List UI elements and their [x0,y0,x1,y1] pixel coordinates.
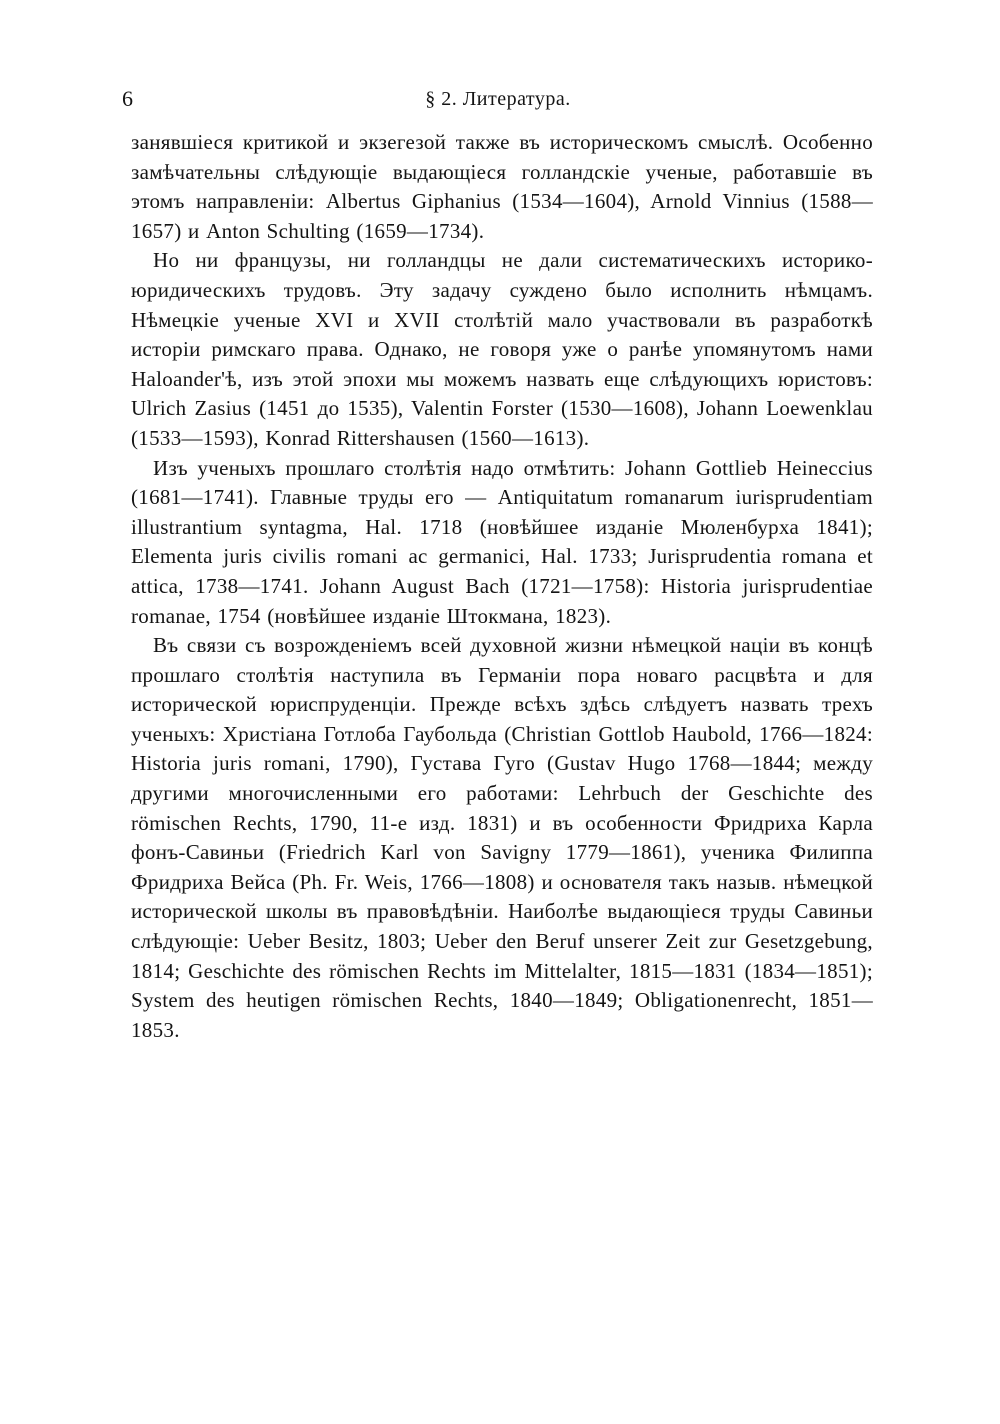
page-number: 6 [122,86,133,111]
paragraph-continued: занявшіеся критикой и экзегезой также въ историческомъ смыслѣ. Особенно замѣчательны слѣдующіе выдающіеся голландскіе ученые, работавшіе въ этомъ направленіи: Albertus Giphanius (1534—1604), Arnold Vinnius (1588—1657) и Anton Schulting (1659—1734). [131,130,873,243]
page-header [122,84,874,120]
paragraph: Въ связи съ возрожденіемъ всей духовной жизни нѣмецкой націи въ концѣ прошлаго столѣтія наступила въ Германіи пора новаго расцвѣта и для исторической юриспруденціи. Прежде всѣхъ здѣсь слѣдуетъ назвать трехъ ученыхъ: Христіана Готлоба Гаубольда (Christian Gottlob Haubold, 1766—1824: Historia juris romani, 1790), Густава Гуго (Gustav Hugo 1768—1844; между другими многочисленными его работами: Lehrbuch der Geschichte des römischen Rechts, 1790, 11-е изд. 1831) и въ особенности Фридриха Карла фонъ-Савиньи (Friedrich Karl von Savigny 1779—1861), ученика Филиппа Фридриха Вейса (Ph. Fr. Weis, 1766—1808) и основателя такъ назыв. нѣмецкой исторической школы въ правовѣдѣніи. Наиболѣе выдающіеся труды Савиньи слѣдующіе: Ueber Besitz, 1803; Ueber den Beruf unserer Zeit zur Gesetzgebung, 1814; Geschichte des römischen Rechts im Mittelalter, 1815—1831 (1834—1851); System des heutigen römischen Rechts, 1840—1849; Obligationenrecht, 1851—1853. [131,633,873,1042]
paragraph: Изъ ученыхъ прошлаго столѣтія надо отмѣтить: Johann Gottlieb Heineccius (1681—1741). Главные труды его — Antiquitatum romanarum iurisprudentiam illustrantium syntagma, Hal. 1718 (новѣйшее изданіе Мюленбурха 1841); Elementa juris civilis romani ac germanici, Hal. 1733; Jurisprudentia romana et attica, 1738—1741. Johann August Bach (1721—1758): Historia jurisprudentiae romanae, 1754 (новѣйшее изданіе Штокмана, 1823). [131,455,873,628]
paragraph: Но ни французы, ни голландцы не дали систематическихъ историко-юридическихъ трудовъ. Эту задачу суждено было исполнить нѣмцамъ. Нѣмецкіе ученые XVI и XVII столѣтій мало участвовали въ разработкѣ исторіи римскаго права. Однако, не говоря уже о ранѣе упомянутомъ нами Haloander'ѣ, изъ этой эпохи мы можемъ назвать еще слѣдующихъ юристовъ: Ulrich Zasius (1451 до 1535), Valentin Forster (1530—1608), Johann Loewenklau (1533—1593), Konrad Rittershausen (1560—1613). [131,248,873,450]
body-text [131,128,873,1268]
running-head: § 2. Литература. [425,88,571,110]
